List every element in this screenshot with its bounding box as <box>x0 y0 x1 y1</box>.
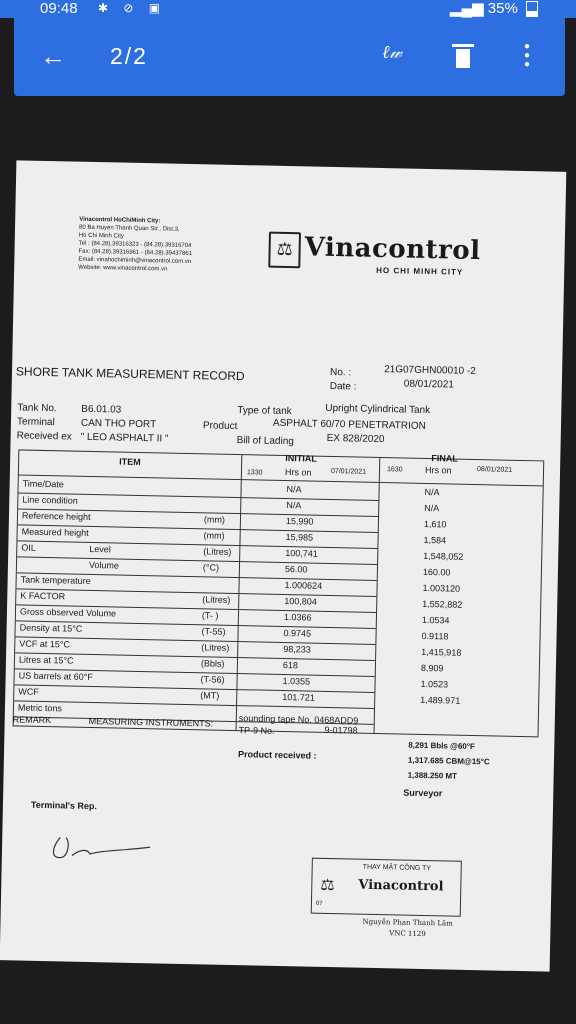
company-stamp <box>311 858 462 917</box>
initial-value: 1.000624 <box>284 580 323 591</box>
initial-value: 101.721 <box>282 692 315 703</box>
row-unit: (Litres) <box>202 594 231 605</box>
office-address <box>78 216 193 274</box>
item-header: ITEM <box>119 456 141 467</box>
more-options-icon[interactable]: ● ● ● <box>524 41 531 70</box>
row-unit: (T- ) <box>201 610 219 621</box>
remark-label: REMARK <box>12 714 52 726</box>
row-unit: (T-56) <box>200 674 225 685</box>
office-line: Website: www.vinacontrol.com.vn <box>78 264 168 273</box>
initial-date: 07/01/2021 <box>330 467 367 476</box>
row-unit: (mm) <box>203 514 226 525</box>
final-hrs: Hrs on <box>424 464 452 476</box>
bl-label: Bill of Lading <box>236 435 294 448</box>
row-unit: (Litres) <box>201 642 230 653</box>
final-time: 1630 <box>386 466 403 474</box>
tp-value: 9-01798 <box>324 724 358 736</box>
initial-value: 100,741 <box>285 548 318 559</box>
type-label: Type of tank <box>237 405 292 418</box>
row-label: Litres at 15°C <box>18 654 74 666</box>
signer-name <box>362 917 453 941</box>
final-value: 0.9118 <box>421 630 449 642</box>
initial-value: 15,990 <box>285 516 314 527</box>
final-value: N/A <box>424 486 440 498</box>
product-received-label: Product received : <box>237 749 317 761</box>
notification-icons: ✱ ⊘ ▣ <box>98 1 167 15</box>
no-label: No. : <box>329 366 352 379</box>
row-label: Line condition <box>22 494 78 506</box>
bl-value: EX 828/2020 <box>326 432 385 446</box>
office-line: Ho Chi Minh City <box>78 232 124 240</box>
clock: 09:48 <box>40 0 78 17</box>
initial-value: 618 <box>282 660 299 671</box>
initial-value: N/A <box>286 484 302 495</box>
row-unit: (Bbls) <box>200 658 225 669</box>
row-unit: (Litres) <box>203 546 232 557</box>
initial-value: 98,233 <box>283 644 311 655</box>
final-value: 1,489.971 <box>420 694 461 706</box>
handwritten-signature <box>42 825 153 867</box>
document-page <box>4 164 562 967</box>
final-value: 1,548,052 <box>423 550 464 562</box>
product-label: Product <box>202 420 238 433</box>
final-value: 1.0534 <box>421 614 450 626</box>
measurement-table <box>13 449 545 737</box>
initial-value: 1.0366 <box>283 612 312 623</box>
row-label: WCF <box>18 686 39 697</box>
terminal-value: CAN THO PORT <box>80 417 157 431</box>
viewer-toolbar <box>14 18 565 96</box>
received-bbls: 8,291 Bbls @60°F <box>408 740 475 752</box>
row-label: Reference height <box>21 510 91 522</box>
row-divider <box>17 556 377 565</box>
row-label: K FACTOR <box>20 590 66 602</box>
row-label: Time/Date <box>22 478 64 490</box>
battery-icon <box>526 1 538 17</box>
scales-icon: ⚖ <box>268 232 301 269</box>
row-unit: (°C) <box>202 562 220 573</box>
logo-city: HO CHI MINH CITY <box>376 265 464 277</box>
row-unit: (MT) <box>200 690 220 701</box>
row-label: VCF at 15°C <box>19 638 71 650</box>
row-label: Tank temperature <box>20 574 91 586</box>
final-value: 1,415,918 <box>421 646 462 658</box>
row-label: Metric tons <box>17 702 63 714</box>
row-sublabel: Volume <box>88 559 120 571</box>
document-title: SHORE TANK MEASUREMENT RECORD <box>15 364 245 384</box>
stamp-line: THAY MẶT CÔNG TY <box>362 863 432 873</box>
final-header: FINAL <box>431 453 458 464</box>
row-divider <box>14 684 374 693</box>
received-cbm: 1,317.685 CBM@15°C <box>407 755 490 767</box>
signer-code: VNC 1129 <box>389 929 426 939</box>
initial-value: 56.00 <box>284 564 308 575</box>
final-value: 1,552,882 <box>422 598 463 610</box>
edit-signature-icon[interactable]: ℓ𝓌 <box>382 42 402 63</box>
initial-value: 15,985 <box>285 532 314 543</box>
no-value: 21G07GHN00010 -2 <box>384 364 476 377</box>
initial-value: N/A <box>286 500 302 511</box>
date-value: 08/01/2021 <box>403 378 455 391</box>
vinacontrol-logo <box>268 232 479 286</box>
received-ex-label: Received ex <box>16 430 72 443</box>
back-arrow-icon[interactable]: ← <box>40 41 66 71</box>
tank-no-value: B6.01.03 <box>81 403 122 416</box>
instruments-value: sounding tape No. 0468ADD9 <box>238 713 359 726</box>
final-value: 1,610 <box>423 518 447 530</box>
page-indicator: 2/2 <box>110 43 148 69</box>
initial-hrs: Hrs on <box>284 467 312 478</box>
final-value: 8,909 <box>420 662 444 674</box>
office-line: Fax: (84.28).39316961 - (84.28).39437861 <box>78 248 192 258</box>
battery-percent: 35% <box>487 0 518 17</box>
tank-no-label: Tank No. <box>17 402 57 415</box>
row-sublabel: Level <box>89 543 111 555</box>
terminal-label: Terminal <box>16 416 55 429</box>
final-value: 1.003120 <box>422 582 461 594</box>
row-label: US barrels at 60°F <box>18 670 93 683</box>
initial-header: INITIAL <box>285 453 317 464</box>
row-divider <box>14 700 374 709</box>
instruments-label: MEASURING INSTRUMENTS: <box>88 715 214 729</box>
final-value: N/A <box>424 502 440 514</box>
row-label: OIL <box>21 542 36 553</box>
status-bar <box>0 0 576 18</box>
type-value: Upright Cylindrical Tank <box>325 402 431 417</box>
row-label: Density at 15°C <box>19 622 83 634</box>
logo-brand: Vinacontrol <box>304 232 481 267</box>
initial-value: 100,804 <box>284 596 317 607</box>
office-title: Vinacontrol HoChiMinh City: <box>79 216 161 225</box>
row-label: Measured height <box>21 526 89 538</box>
scales-icon: ⚖ <box>320 876 335 895</box>
row-unit: (T-55) <box>201 626 226 637</box>
office-line: 80 Ba Huyen Thanh Quan Str., Dist.3, <box>78 224 180 233</box>
row-label: Gross observed Volume <box>19 606 117 619</box>
stamp-brand: Vinacontrol <box>358 877 444 895</box>
received-mt: 1,388.250 MT <box>407 770 458 781</box>
signer-full-name: Nguyễn Phan Thanh Lâm <box>362 917 453 928</box>
received-ex-value: " LEO ASPHALT II " <box>80 431 169 445</box>
trash-icon[interactable] <box>454 44 472 68</box>
initial-value: 0.9745 <box>283 628 312 639</box>
product-value: ASPHALT 60/70 PENETRATRION <box>272 417 426 432</box>
row-divider <box>16 588 376 597</box>
signal-icon: ▂▄▆ <box>449 0 484 17</box>
final-date: 08/01/2021 <box>476 466 513 474</box>
surveyor-label: Surveyor <box>403 787 443 799</box>
final-value: 1.0523 <box>420 678 449 690</box>
battery-indicator <box>450 0 538 18</box>
initial-value: 1.0355 <box>282 676 311 687</box>
initial-time: 1330 <box>246 469 263 477</box>
date-label: Date : <box>329 380 357 393</box>
received-values <box>407 738 490 785</box>
stamp-number: 07 <box>315 900 323 907</box>
final-value: 160.00 <box>422 566 451 578</box>
office-line: Email: vinahochiminh@vinacontrol.com.vn <box>78 256 192 266</box>
terminal-rep-label: Terminal's Rep. <box>30 799 98 812</box>
tp-label: TP-9 No. <box>238 725 275 736</box>
row-unit: (mm) <box>203 530 225 541</box>
final-value: 1,584 <box>423 534 447 546</box>
office-line: Tel : (84.28).39316323 - (84.28).39316704 <box>78 240 192 250</box>
row-divider <box>17 540 377 549</box>
